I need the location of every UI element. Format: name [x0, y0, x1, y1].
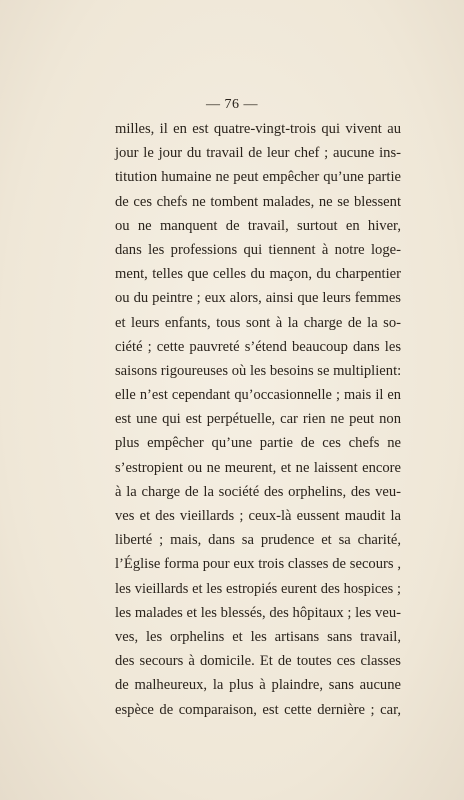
page-number: — 76 —	[206, 97, 258, 112]
text-line: plus empêcher qu’une partie de ces chefs ne	[115, 435, 401, 452]
text-line: espèce de comparaison, est cette dernière ; car,	[115, 701, 401, 718]
text-line: milles, il en est quatre-vingt-trois qui vivent au	[115, 121, 401, 137]
text-line: s’estropient ou ne meurent, et ne laissent encore	[115, 459, 401, 476]
text-line: les vieillards et les estropiés eurent des hospices ;	[115, 580, 401, 597]
text-line: à la charge de la société des orphelins, des veu-	[115, 483, 401, 500]
text-line: saisons rigoureuses où les besoins se multiplient:	[115, 362, 402, 379]
text-line: ou du peintre ; eux alors, ainsi que leurs femmes	[115, 290, 401, 307]
text-line: liberté ; mais, dans sa prudence et sa charité,	[115, 532, 401, 549]
text-line: ciété ; cette pauvreté s’étend beaucoup dans les	[115, 338, 401, 355]
text-line: ves, les orphelins et les artisans sans travail,	[115, 628, 401, 645]
text-line: titution humaine ne peut empêcher qu’une partie	[115, 169, 401, 186]
text-line: des secours à domicile. Et de toutes ces classes	[115, 653, 401, 670]
text-line: ou ne manquent de travail, surtout en hiver,	[115, 217, 401, 234]
text-line: de malheureux, la plus à plaindre, sans aucune	[115, 677, 401, 694]
text-line: et leurs enfants, tous sont à la charge de la so-	[115, 314, 401, 331]
text-line: dans les professions qui tiennent à notre loge-	[115, 241, 401, 258]
body-text	[115, 117, 401, 722]
text-line: ment, telles que celles du maçon, du charpentier	[115, 266, 401, 283]
text-line: l’Église forma pour eux trois classes de secours ,	[115, 556, 401, 573]
text-line: jour le jour du travail de leur chef ; aucune ins-	[115, 145, 401, 162]
text-line: ves et des vieillards ; ceux-là eussent maudit la	[115, 508, 401, 524]
text-line: les malades et les blessés, des hôpitaux ; les veu-	[115, 604, 401, 621]
text-line: de ces chefs ne tombent malades, ne se blessent	[115, 193, 401, 210]
text-line: elle n’est cependant qu’occasionnelle ; mais il en	[115, 387, 401, 404]
text-line: est une qui est perpétuelle, car rien ne peut non	[115, 411, 401, 428]
